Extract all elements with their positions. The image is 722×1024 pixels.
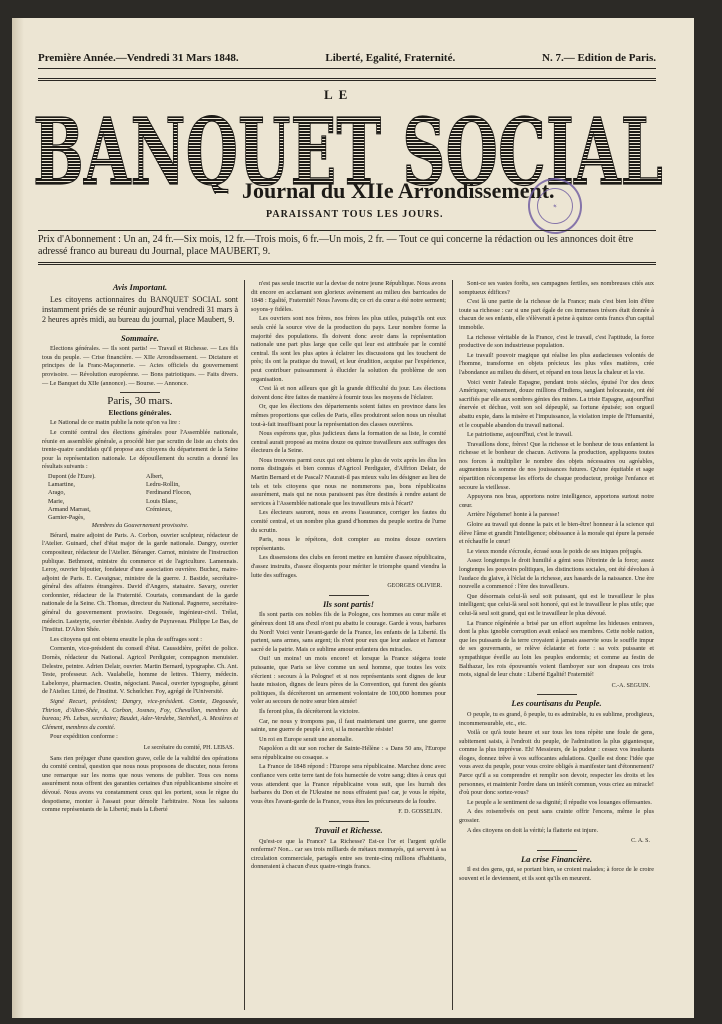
courtisans-title: Les courtisans du Peuple. — [511, 698, 602, 709]
paragraph: A des citoyens on doit la vérité; la flatterie est injure. — [467, 826, 599, 834]
citizens-heading: Les citoyens qui ont obtenu ensuite le plus de suffrages sont : — [50, 635, 202, 643]
year-date: Première Année.—Vendredi 31 Mars 1848. — [38, 52, 239, 64]
elections-title: Elections générales. — [108, 407, 172, 417]
paragraph: Assez longtemps le droit humilié a gémi sous l'étreinte de la force; assez longtemps les pouvoirs politiques, les distinctions sociales, ont été dévolues à l'audace du glaive, à l'éclat de la richesse, aux hasards de la naissance. Une ère nouvelle a commencé : l'ère des travailleurs. — [459, 557, 654, 591]
paragraph: Car, ne nous y trompons pas, il faut maintenant une guerre, une guerre sainte, une guerre de peuple à roi, si la monarchie résiste! — [251, 717, 446, 734]
signature: C. A. S. — [631, 838, 650, 845]
paragraph: C'est là une partie de la richesse de la France; mais c'est bien loin d'être toute sa richesse : car si une part égale de ces immenses trésors était donnée à chacun de ses enfants, elle s'élèverait à peine à quinze cents francs d'un capital immobile. — [459, 298, 654, 331]
paragraph: n'est pas seule inscrite sur la devise de notre jeune République. Nous avons dit encore en acclamant son glorieux avènement au milieu des barricades de 1848 : Egalité, Fraternité! Nous l'avons dit; ce cri du cœur a été notre serment; soyons-y fidèles. — [251, 280, 446, 313]
avis-title: Avis Important. — [112, 282, 168, 292]
sommaire-title: Sommaire. — [120, 332, 160, 343]
separator — [329, 595, 369, 596]
paragraph: Paris, nous le répétons, doit compter au moins douze ouvriers représentants. — [251, 536, 446, 552]
names-list: Bérard, maire adjoint de Paris. A. Corbon, ouvrier sculpteur, rédacteur de l'Atelier. Guinard, chef d'état major de la garde nationale. Dangry, ouvrier compositeur, rédacteur de l'Atelier. Béranger. Carnot, ministre de l'instruction publique. Bethmont, ministre du commerce et de l'agriculture. Lamennais. Leroy, ouvrier bijoutier, fondateur d'une association ouvrière. Buchez, maire-adjoint de Paris. E. Cavaignac, ministre de la guerre. J. Bastide, secrétaire-général des affaires étrangères. David d'Angers, statuaire. Savary, ouvrier cordonnier, rédacteur de la Fraternité. Courtais, commandant de la garde nationale de la Seine. Ch. Thomas, directeur du National. Pagnerre, secrétaire-général du gouvernement provisoire. Degousée, ingénieur-civil. Trélat, médecin. Lasteyrie, ouvrier ébéniste. Audry de Puyraveau. Philippe Le Bas, de l'Institut. D'Alton Shée. — [42, 531, 238, 634]
candidate: Ledru-Rollin, — [146, 481, 180, 489]
candidate: Dupont (de l'Eure). — [48, 472, 96, 480]
rule — [38, 78, 656, 81]
sommaire-text: Elections générales. — Ils sont partis! — Travail et Richesse. — Les fils tous du peuple. — Crise financière. — XIIe Arrondissement. — Dictature et principes de la Franc-Maçonnerie. — Actes officiels du gouvernement provisoire. — Révolution européenne. — Bons patriotiques. — Faits divers. — Le Banquet du XIIe (annonce). — Bourse. — Annonce. — [42, 345, 238, 387]
column-3 — [452, 280, 660, 1010]
dateline: Paris, 30 mars. — [107, 395, 173, 408]
header-topline — [38, 52, 656, 64]
candidate: Arago, — [48, 489, 66, 497]
paragraph: O peuple, tu es grand, ô peuple, tu es admirable, tu es sublime, prodigieux, incommensurable, etc., etc. — [459, 710, 654, 727]
separator — [329, 821, 369, 822]
paragraph: Les électeurs sauront, nous en avons l'assurance, corriger les fautes du comité central, et un nombre plus grand d'hommes du peuple sortira de l'urne du scrutin. — [251, 509, 446, 534]
paragraph: Travaillons donc, frères! Que la richesse et le bonheur de tous enfantent la richesse et le bonheur de chacun. Activons la production, appliquons toutes nos forces à multiplier le nombre des objets nécessaires ou agréables, augmentons la somme de nos jouissances futures. Qu'une équitable et sage répartition récompense les efforts de chaque producteur, protège l'enfance et secoure la vieillesse. — [459, 440, 654, 491]
paragraph: La richesse véritable de la France, c'est le travail, c'est l'aptitude, la force productive de son industrieuse population. — [459, 333, 654, 350]
subtitle: Journal du XIIe Arrondissement. — [242, 178, 555, 203]
newspaper-page — [12, 18, 694, 1018]
avis-text: Les citoyens actionnaires du BANQUET SOCIAL sont instamment priés de se réunir aujourd'hui vendredi 31 mars à 2 heures après midi, au bureau du journal, place Maubert, 9. — [42, 294, 238, 324]
column-2 — [244, 280, 452, 1010]
paragraph: Ils feront plus, ils décréteront la victoire. — [259, 707, 360, 715]
stamp-inner: ✶ — [535, 186, 576, 227]
page-spine — [12, 18, 24, 1018]
signature: GEORGES OLIVIER. — [387, 583, 442, 590]
paragraph: Que désormais celui-là seul soit puissant, qui est le travailleur le plus intelligent; que celui-là seul soit honoré, qui est le travailleur le plus utile; que celui-là seul soit grand, qui est le travailleur le plus dévoué. — [459, 592, 654, 617]
paragraph: Le peuple a le sentiment de sa dignité; il répudie vos louanges offensantes. — [467, 798, 652, 806]
candidate: Crémieux, — [146, 505, 172, 513]
paragraph: Or, que les élections des départements soient faites en province dans les mêmes proportions que celles de Paris, elles produiront selon nous un résultat tout-à-fait insuffisant pour la représentation des classes ouvrières. — [251, 403, 446, 428]
candidate-list — [42, 473, 238, 522]
paragraph: Ils sont partis ces nobles fils de la Pologne, ces hommes au cœur mâle et généreux dont 18 ans d'exil n'ont pu abattu le courage. Garde à vous, barbares du Nord! Voici venir l'avant-garde de la France, les enfants de la Liberté. Ils partent, sans armes, sans argent; ils n'ont pour eux que leur audace et l'amour sacré de la patrie. Mais ce sublime amour enfantera des miracles. — [251, 611, 446, 653]
rule — [38, 230, 656, 231]
paragraph: Voilà ce qu'à toute heure et sur tous les tons répète une foule de gens, subitement saisis, à l'endroit du peuple, de l'admiration la plus gigantesque, comme la plus imprévue. Eh! Messieurs, de la pudeur : cessez vos insultants éloges, donnez trêve à vos suffocantes adulations. Quelle est donc l'idée que vous avez du peuple, pour vous croire obligés à manifester tant d'étonnement? Parce qu'il a su comprendre et remplir son devoir, respecter les droits et les personnes, et maintenir l'ordre dans un intérêt commun, vous criez au miracle! d'où pour donc sortez-vous? — [459, 729, 654, 797]
paragraph: La France de 1848 répond : l'Europe sera républicaine. Marchez donc avec confiance vers cette terre tant de fois humectée de votre sang; dites à ceux qui vous attendent que la France républicaine vous suit, que les hurrah des barbares du Don et de l'Ukraine ne nous effraient pas! car, je vous le répète, vous êtes l'avant-garde de la France, vous êtes les précurseurs de la foudre. — [251, 763, 446, 805]
paragraph: Les ouvriers sont nos frères, nos frères les plus utiles, puisqu'ils ont eux seuls créé la source vive de la production du pays. Leur nombre forme la majorité des populations. Ils doivent donc avoir dans la représentation nationale une part plus large que celle qui leur est attribuée par le comité central. Ils sont les plus aptes à éclairer les discussions qui les touchent de près; ils ont la pratique du travail, et leur érudition, acquise par l'expérience, peut contribuer puissamment à élucider la solution du problème de son organisation. — [251, 315, 446, 383]
paragraph: Le vieux monde s'écroule, écrasé sous le poids de ses iniques préjugés. — [467, 547, 643, 555]
subscription-line: Prix d'Abonnement : Un an, 24 fr.—Six mois, 12 fr.—Trois mois, 6 fr.—Un mois, 2 fr. — Tout ce qui concerne la rédaction ou les annonces doit être adressé franco au bureau du Journal, place MAUBERT, 9. — [38, 234, 634, 257]
paragraph: C'est là et non ailleurs que gît la grande difficulté du jour. Les élections doivent donc être faites de manière à fournir tous les moyens de l'éclairer. — [251, 385, 446, 401]
paragraph: Le travail! pouvoir magique qui réalise les plus audacieuses volontés de l'homme, transforme en objets précieux les plus viles matières, crée l'abondance au milieu du désert, et répand en tous lieux la chaleur et la vie. — [459, 351, 654, 376]
paragraph: Les dissensions des clubs en feront mettre en lumière d'assez républicains, d'assez instruits, d'assez éloquents pour mériter le triomphe quand viendra la lutte des suffrages. — [251, 554, 446, 579]
paragraph: Le National de ce matin publie la note qu'on va lire : — [50, 419, 181, 427]
candidate — [146, 514, 238, 522]
periodicity: PARAISSANT TOUS LES JOURS. — [266, 209, 444, 220]
paragraph: Nous trouvons parmi ceux qui ont obtenu le plus de voix après les élus les noms distingués et bien connus d'Agricol Perdiguier, d'Affrion Delair, de Martin Bernard et de Pascal? N'aurait-il pas mieux valu les désigner au lieu de tels et tels citoyens que nous ne nommerons pas, bons républicains assurément, mais qui ne nous paraissent pas être destinés à rendre autant de services à l'Assemblée nationale que les travailleurs mis à l'écart? — [251, 456, 446, 507]
paragraph: Il est des gens, qui, se portant bien, se croient malades; à force de le croire souvent et le deviennent, et ils sont qu'ils en meurent. — [459, 866, 654, 882]
candidate: Ferdinand Flocon, — [146, 489, 192, 497]
signature: F. D. GOSSELIN. — [398, 809, 442, 816]
issue-edition: N. 7.— Edition de Paris. — [542, 52, 656, 64]
candidate: Lamartine, — [48, 481, 75, 489]
closing-paragraph: Sans rien préjuger d'une question grave, celle de la validité des opérations du comité central, question que nous nous proposons de discuter, nous ferons une remarque sur les noms que nous venons de publier. Tous ces noms assurément nous offrent des garanties certaines d'un républicanisme sincère et dévoué. Nous avons vu constamment ceux qui les portent, sous le règne du despotisme, monter à l'assaut pour démolir l'arbitraire. Nous les saluons comme représentants de la Liberté; mais la Liberté — [42, 754, 238, 814]
masthead-le: LE — [324, 87, 354, 102]
rule — [38, 68, 656, 69]
column-1 — [36, 280, 244, 1010]
candidate: Garnier-Pagès, — [48, 513, 85, 521]
paragraph: Le patriotisme, aujourd'hui, c'est le travail. — [467, 431, 573, 439]
paragraph: Arrière l'égoïsme! honte à la paresse! — [467, 511, 560, 519]
paragraph: La France régénérée a brisé par un effort suprême les hideuses entraves, dont la plus ignoble corruption avait enlacé ses membres. Cette noble nation, que les puissants de la terre croyaient à jamais asservie sous le souffle impur de ses gouvernants, se relève éclatante et forte : sa voix puissante et sympathique éveille au loin les peuples endormis; et comme au festin de Balthazar, les rois épouvantés voient flamboyer sur son drapeau ces trois mots, signal de leur chute : Liberté Egalité! Fraternité! — [459, 619, 654, 679]
secretary: Le secrétaire du comité, PH. LEBAS. — [143, 744, 234, 751]
candidate: Marie, — [48, 497, 65, 505]
paragraph: Le comité central des élections générales pour l'Assemblée nationale, réunie en assemblée générale, a procédé hier par scrutin de liste au choix des trente-quatre candidats qu'il propose aux citoyens du département de la Seine pour la représentation nationale. Le dépouillement du scrutin a donné les résultats suivants : — [42, 428, 238, 471]
signature: C.-A. SEGUIN. — [611, 682, 650, 689]
separator — [120, 329, 160, 330]
separator — [120, 392, 160, 393]
candidate: Albert, — [146, 472, 164, 480]
separator — [537, 694, 577, 695]
partis-title: Ils sont partis! — [322, 598, 375, 609]
paragraph: Gloire au travail qui donne la paix et le bien-être! honneur à la science qui élève l'âme et grandit l'intelligence; obéissance à la morale qui épure la pensée et réchauffe le cœur! — [459, 521, 654, 546]
masthead-text: BANQUET SOCIAL — [33, 98, 663, 194]
paragraph: Napoléon a dit sur son rocher de Sainte-Hélène : « Dans 50 ans, l'Europe sera républicaine ou cosaque. » — [251, 745, 446, 761]
candidate: Louis Blanc, — [146, 497, 178, 505]
travail-title: Travail et Richesse. — [314, 825, 383, 836]
crise-title: La crise Financière. — [520, 853, 593, 864]
paragraph: Qu'est-ce que la France? La Richesse? Est-ce l'or et l'argent qu'elle renferme? Non... car ses trois milliards de métaux monnayés, qui servent à sa circulation commerciale, partagés entre ses trente-cinq millions d'habitants, donneraient à chacun d'eux quatre-vingts francs. — [251, 837, 446, 871]
paragraph: A des roisenrôvés on peut sans crainte offrir l'encens, même le plus grossier. — [459, 808, 654, 825]
columns — [36, 280, 660, 1010]
members-heading: Membres du Gouvernement provisoire. — [91, 522, 189, 530]
paragraph: Sont-ce ses vastes forêts, ses campagnes fertiles, ses nombreuses cités aux somptueux édifices? — [459, 280, 654, 296]
paragraph: Voici venir l'aïeule Espagne, pendant trois siècles, épuisé l'or des deux Amériques; vainement, douze millions d'Indiens, sanglant holocauste, ont été sacrifiés par elle aux sombres génies des mines. La triste Espagne, aujourd'hui énervée et déchue, voit son sol dépeuplé, sa fortune épuisée; son orgueil abattu expie, dans la misère et l'impuissance, la violation impie de l'Humanité, et le coupable abandon du travail national. — [459, 378, 654, 429]
copy-note: Pour expédition conforme : — [50, 733, 118, 741]
paragraph: Oui! un moins! un mois encore! et lorsque la France siégera toute puissante, que Paris se lève comme un seul homme, que toutes les voix s'écrient : secours à la Pologne! et si nos représentants sont dignes de leur haute mission, dignes de leurs pères de la Convention, qui furent des géants politiques, ils décréteront un armement volontaire de 100,000 hommes pour voler au secours de notre sœur bien aimée! — [251, 655, 446, 706]
paragraph: Un roi en Europe serait une anomalie. — [259, 735, 353, 743]
separator — [537, 850, 577, 851]
signed: Signé Recurt, président; Dangry, vice-président. Comte, Degousée, Thirion, d'Alton-Shée, A. Corbon, Josmes, Foy, Chevallon, membres du bureau; Ph. Lebas, secrétaire; Baudet, Ader-Verdebe, Steinheil, A. Mesières et Clément, membres du comité. — [42, 698, 238, 731]
names-list-2: Cormenin, vice-président du conseil d'état. Caussidière, préfet de police. Dornès, rédacteur du National. Agricol Perdiguier, compagnon menuisier. Delestre, peintre. Adrien Delair, ouvrier. Martin Bernard, typographe. Ch. Ant. Teste, professeur. Ach. Vaulabelle, homme de lettres. Thierry, médecin. Labelonye, pharmacien. Oustin, négociant. Pascal, ouvrier typographe, gérant de l'Atelier. Littré, de l'Institut. V. Schœlcher. Foy, agrégé de l'Université. — [42, 645, 238, 696]
candidate: Armand Marrast, — [48, 505, 91, 513]
rule — [38, 262, 656, 265]
paragraph: Nous espérons que, plus judicieux dans la formation de sa liste, le comité central aurait proposé au moins douze ou quinze travailleurs aux suffrages des électeurs de la Seine. — [251, 430, 446, 455]
paragraph: Appuyons nos bras, apportons notre intelligence, apportons surtout notre cœur. — [459, 493, 654, 509]
motto: Liberté, Egalité, Fraternité. — [325, 52, 456, 64]
